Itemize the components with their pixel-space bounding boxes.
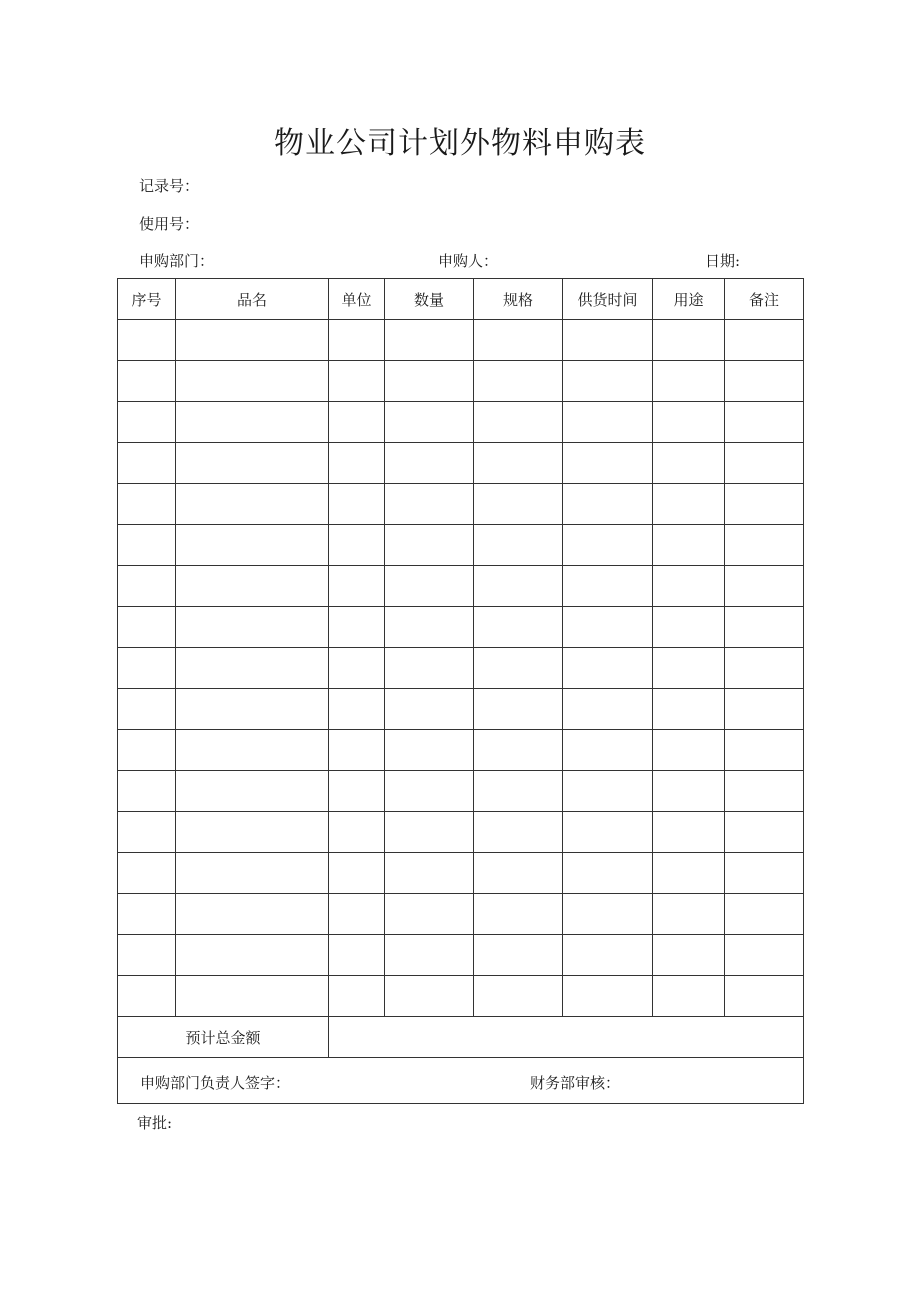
cell-spec[interactable] <box>474 771 563 812</box>
cell-spec[interactable] <box>474 402 563 443</box>
cell-item-name[interactable] <box>176 443 329 484</box>
cell-serial[interactable] <box>118 689 176 730</box>
cell-purpose[interactable] <box>653 443 725 484</box>
cell-unit[interactable] <box>329 812 385 853</box>
cell-unit[interactable] <box>329 443 385 484</box>
table-row <box>118 320 804 361</box>
cell-supply-time[interactable] <box>563 812 653 853</box>
approval-label: 审批: <box>137 1114 173 1132</box>
cell-remarks[interactable] <box>725 525 804 566</box>
cell-item-name[interactable] <box>176 730 329 771</box>
cell-item-name[interactable] <box>176 648 329 689</box>
table-row <box>118 730 804 771</box>
cell-serial[interactable] <box>118 566 176 607</box>
header-supply-time: 供货时间 <box>563 279 653 320</box>
table-row <box>118 894 804 935</box>
cell-purpose[interactable] <box>653 607 725 648</box>
cell-item-name[interactable] <box>176 525 329 566</box>
cell-spec[interactable] <box>474 443 563 484</box>
cell-serial[interactable] <box>118 607 176 648</box>
cell-item-name[interactable] <box>176 689 329 730</box>
cell-remarks[interactable] <box>725 607 804 648</box>
cell-serial[interactable] <box>118 730 176 771</box>
cell-supply-time[interactable] <box>563 607 653 648</box>
cell-serial[interactable] <box>118 976 176 1017</box>
table-row <box>118 976 804 1017</box>
cell-unit[interactable] <box>329 689 385 730</box>
cell-unit[interactable] <box>329 853 385 894</box>
cell-serial[interactable] <box>118 525 176 566</box>
cell-item-name[interactable] <box>176 320 329 361</box>
cell-unit[interactable] <box>329 361 385 402</box>
date-label: 日期: <box>705 252 741 270</box>
cell-unit[interactable] <box>329 648 385 689</box>
cell-supply-time[interactable] <box>563 689 653 730</box>
total-amount-field[interactable] <box>329 1017 804 1058</box>
cell-item-name[interactable] <box>176 607 329 648</box>
cell-spec[interactable] <box>474 607 563 648</box>
cell-supply-time[interactable] <box>563 402 653 443</box>
applicant-label: 申购人： <box>438 252 499 270</box>
cell-serial[interactable] <box>118 402 176 443</box>
cell-item-name[interactable] <box>176 812 329 853</box>
cell-serial[interactable] <box>118 935 176 976</box>
cell-purpose[interactable] <box>653 484 725 525</box>
cell-remarks[interactable] <box>725 853 804 894</box>
cell-supply-time[interactable] <box>563 525 653 566</box>
cell-remarks[interactable] <box>725 771 804 812</box>
cell-supply-time[interactable] <box>563 976 653 1017</box>
table-row <box>118 402 804 443</box>
cell-spec[interactable] <box>474 648 563 689</box>
header-unit: 单位 <box>329 279 385 320</box>
cell-unit[interactable] <box>329 730 385 771</box>
table-row <box>118 484 804 525</box>
cell-unit[interactable] <box>329 976 385 1017</box>
dept-label: 申购部门： <box>139 252 215 270</box>
cell-spec[interactable] <box>474 935 563 976</box>
cell-supply-time[interactable] <box>563 320 653 361</box>
cell-purpose[interactable] <box>653 730 725 771</box>
cell-supply-time[interactable] <box>563 443 653 484</box>
cell-quantity[interactable] <box>385 525 474 566</box>
cell-purpose[interactable] <box>653 812 725 853</box>
table-row <box>118 525 804 566</box>
cell-quantity[interactable] <box>385 689 474 730</box>
cell-item-name[interactable] <box>176 771 329 812</box>
signature-row <box>118 1058 804 1104</box>
purchase-table <box>117 278 804 1104</box>
cell-supply-time[interactable] <box>563 566 653 607</box>
cell-purpose[interactable] <box>653 566 725 607</box>
cell-purpose[interactable] <box>653 648 725 689</box>
cell-quantity[interactable] <box>385 648 474 689</box>
cell-item-name[interactable] <box>176 402 329 443</box>
cell-quantity[interactable] <box>385 812 474 853</box>
cell-remarks[interactable] <box>725 976 804 1017</box>
cell-serial[interactable] <box>118 320 176 361</box>
cell-quantity[interactable] <box>385 484 474 525</box>
cell-remarks[interactable] <box>725 443 804 484</box>
cell-remarks[interactable] <box>725 935 804 976</box>
cell-spec[interactable] <box>474 320 563 361</box>
cell-unit[interactable] <box>329 935 385 976</box>
cell-quantity[interactable] <box>385 730 474 771</box>
cell-unit[interactable] <box>329 402 385 443</box>
cell-spec[interactable] <box>474 525 563 566</box>
cell-serial[interactable] <box>118 894 176 935</box>
cell-purpose[interactable] <box>653 976 725 1017</box>
dept-head-sign-label: 申购部门负责人签字： <box>140 1074 291 1092</box>
cell-supply-time[interactable] <box>563 894 653 935</box>
cell-quantity[interactable] <box>385 935 474 976</box>
cell-item-name[interactable] <box>176 853 329 894</box>
cell-quantity[interactable] <box>385 607 474 648</box>
cell-remarks[interactable] <box>725 484 804 525</box>
cell-quantity[interactable] <box>385 402 474 443</box>
cell-item-name[interactable] <box>176 361 329 402</box>
table-row <box>118 443 804 484</box>
total-amount-label: 预计总金额 <box>118 1017 329 1058</box>
cell-item-name[interactable] <box>176 566 329 607</box>
use-no-label: 使用号： <box>139 215 200 233</box>
cell-unit[interactable] <box>329 525 385 566</box>
cell-remarks[interactable] <box>725 402 804 443</box>
table-row <box>118 853 804 894</box>
cell-serial[interactable] <box>118 648 176 689</box>
cell-spec[interactable] <box>474 566 563 607</box>
record-no-label: 记录号： <box>139 177 200 195</box>
cell-unit[interactable] <box>329 320 385 361</box>
cell-supply-time[interactable] <box>563 361 653 402</box>
cell-spec[interactable] <box>474 976 563 1017</box>
cell-remarks[interactable] <box>725 894 804 935</box>
header-purpose: 用途 <box>653 279 725 320</box>
cell-quantity[interactable] <box>385 566 474 607</box>
cell-purpose[interactable] <box>653 935 725 976</box>
cell-spec[interactable] <box>474 689 563 730</box>
cell-quantity[interactable] <box>385 361 474 402</box>
cell-item-name[interactable] <box>176 935 329 976</box>
table-header-row <box>118 279 804 320</box>
cell-supply-time[interactable] <box>563 853 653 894</box>
cell-spec[interactable] <box>474 812 563 853</box>
cell-purpose[interactable] <box>653 894 725 935</box>
cell-item-name[interactable] <box>176 976 329 1017</box>
cell-purpose[interactable] <box>653 689 725 730</box>
cell-spec[interactable] <box>474 853 563 894</box>
cell-remarks[interactable] <box>725 730 804 771</box>
cell-supply-time[interactable] <box>563 648 653 689</box>
total-amount-row <box>118 1017 804 1058</box>
cell-quantity[interactable] <box>385 771 474 812</box>
cell-purpose[interactable] <box>653 320 725 361</box>
cell-supply-time[interactable] <box>563 771 653 812</box>
table-row <box>118 771 804 812</box>
cell-supply-time[interactable] <box>563 935 653 976</box>
cell-spec[interactable] <box>474 894 563 935</box>
table-row <box>118 361 804 402</box>
cell-remarks[interactable] <box>725 648 804 689</box>
cell-supply-time[interactable] <box>563 730 653 771</box>
cell-item-name[interactable] <box>176 484 329 525</box>
header-spec: 规格 <box>474 279 563 320</box>
cell-unit[interactable] <box>329 894 385 935</box>
header-item-name: 品名 <box>176 279 329 320</box>
cell-supply-time[interactable] <box>563 484 653 525</box>
cell-quantity[interactable] <box>385 853 474 894</box>
cell-unit[interactable] <box>329 484 385 525</box>
cell-spec[interactable] <box>474 361 563 402</box>
cell-purpose[interactable] <box>653 402 725 443</box>
header-remarks: 备注 <box>725 279 804 320</box>
table-row <box>118 935 804 976</box>
cell-quantity[interactable] <box>385 443 474 484</box>
header-serial: 序号 <box>118 279 176 320</box>
document-title: 物业公司计划外物料申购表 <box>274 126 646 161</box>
cell-spec[interactable] <box>474 484 563 525</box>
cell-remarks[interactable] <box>725 320 804 361</box>
table-row <box>118 689 804 730</box>
cell-item-name[interactable] <box>176 894 329 935</box>
cell-quantity[interactable] <box>385 894 474 935</box>
table-row <box>118 607 804 648</box>
cell-remarks[interactable] <box>725 361 804 402</box>
cell-remarks[interactable] <box>725 566 804 607</box>
cell-purpose[interactable] <box>653 525 725 566</box>
cell-serial[interactable] <box>118 771 176 812</box>
cell-purpose[interactable] <box>653 853 725 894</box>
cell-remarks[interactable] <box>725 812 804 853</box>
cell-serial[interactable] <box>118 443 176 484</box>
cell-remarks[interactable] <box>725 689 804 730</box>
cell-unit[interactable] <box>329 566 385 607</box>
table-row <box>118 566 804 607</box>
cell-serial[interactable] <box>118 484 176 525</box>
cell-purpose[interactable] <box>653 771 725 812</box>
table-row <box>118 648 804 689</box>
cell-spec[interactable] <box>474 730 563 771</box>
cell-quantity[interactable] <box>385 320 474 361</box>
signature-cell <box>118 1058 804 1104</box>
cell-serial[interactable] <box>118 361 176 402</box>
cell-serial[interactable] <box>118 853 176 894</box>
cell-unit[interactable] <box>329 771 385 812</box>
cell-quantity[interactable] <box>385 976 474 1017</box>
cell-unit[interactable] <box>329 607 385 648</box>
finance-review-label: 财务部审核： <box>530 1074 621 1092</box>
header-quantity: 数量 <box>385 279 474 320</box>
cell-purpose[interactable] <box>653 361 725 402</box>
cell-serial[interactable] <box>118 812 176 853</box>
table-row <box>118 812 804 853</box>
